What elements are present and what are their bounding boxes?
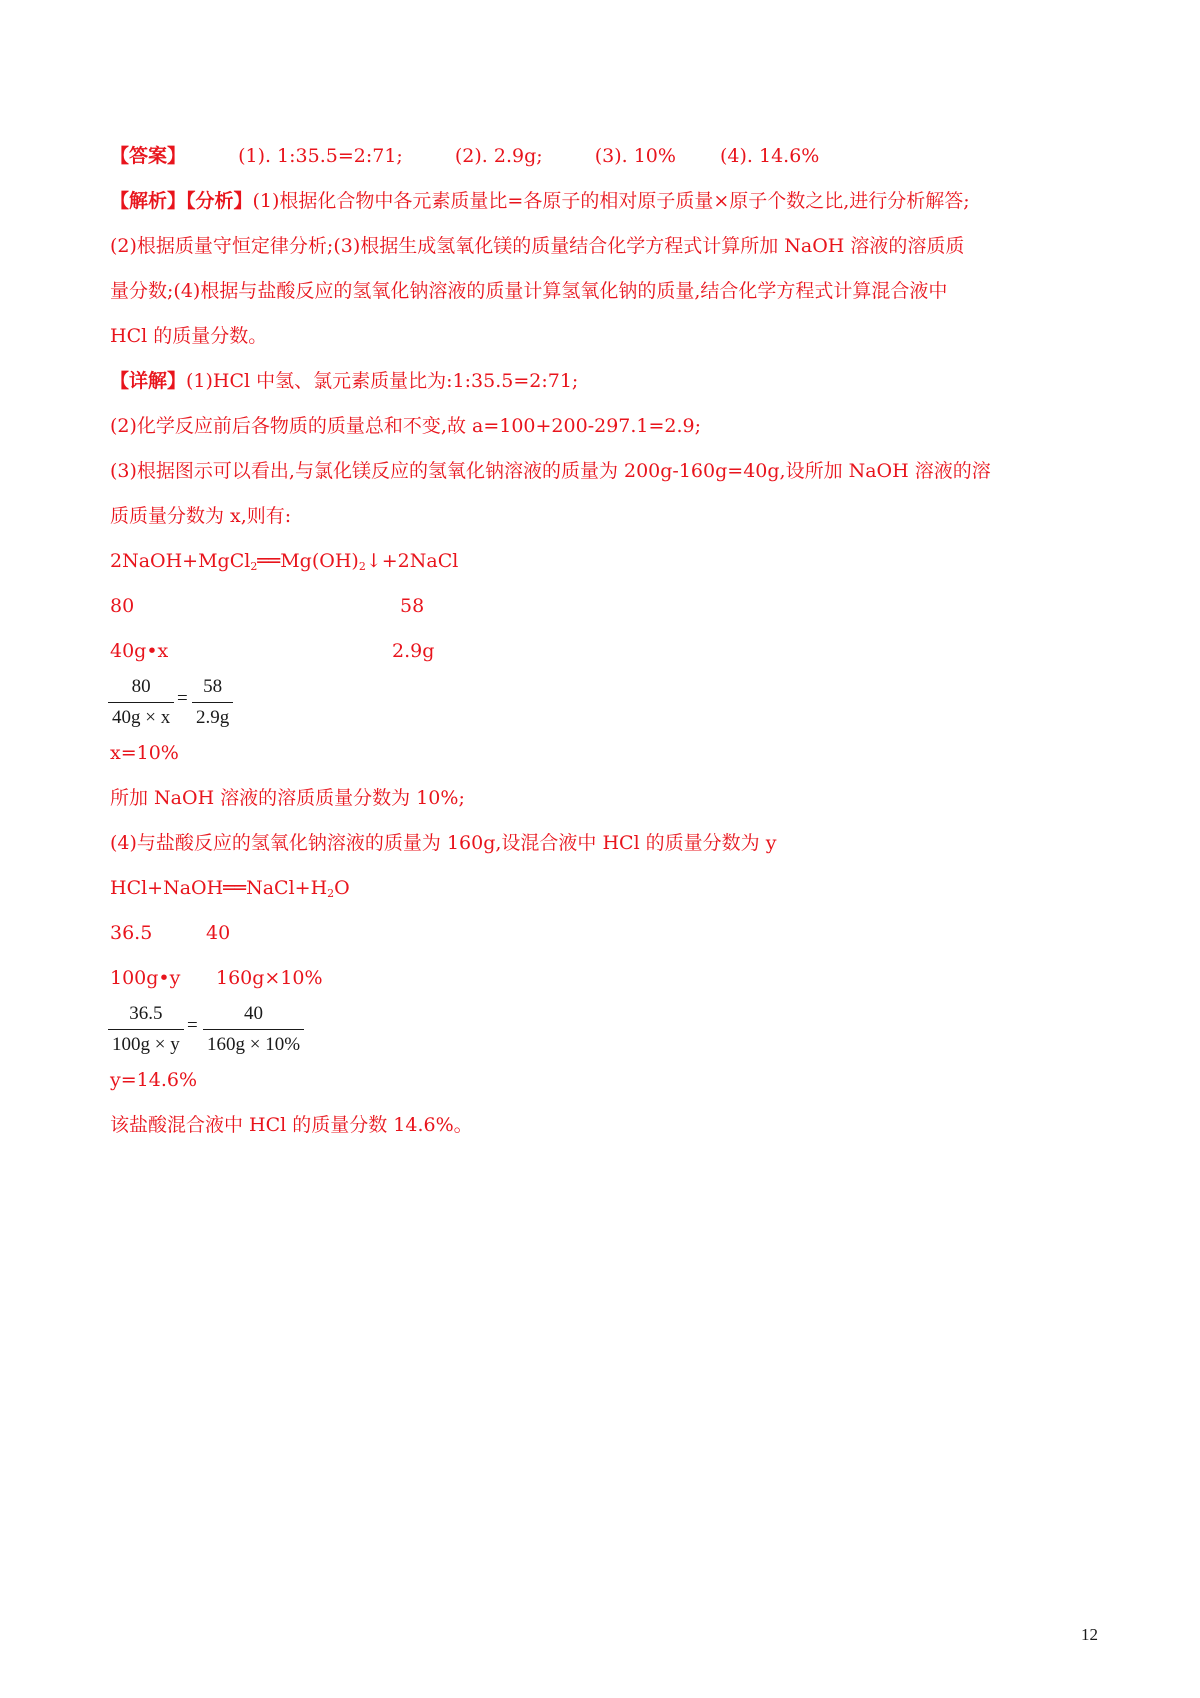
fraction-2-right: [203, 1003, 304, 1056]
eq1-value-2: 2.9g: [392, 640, 435, 662]
fraction-2-left: [108, 1003, 184, 1056]
analysis-tag: 【解析】【分析】: [110, 190, 253, 212]
detail-text-1: (1)HCl 中氢、氯元素质量比为:1:35.5=2:71;: [186, 370, 579, 392]
answer-line: [110, 143, 1100, 169]
equation-2-values: [110, 965, 1100, 991]
equation-1: [110, 548, 1100, 580]
eq1-part-c: ↓+2NaCl: [365, 550, 459, 572]
analysis-line-3: 量分数;(4)根据与盐酸反应的氢氧化钠溶液的质量计算氢氧化钠的质量,结合化学方程式计算混合液中: [110, 280, 948, 302]
eq1-mass-1: 80: [110, 595, 135, 617]
answer-3: (3). 10%: [594, 145, 676, 167]
y-conclusion: 该盐酸混合液中 HCl 的质量分数 14.6%。: [110, 1114, 473, 1136]
eq1-sub-1: 2: [250, 560, 258, 573]
fraction-2-equals: =: [187, 1015, 198, 1036]
eq2-mass-2: 40: [206, 922, 231, 944]
equation-2: [110, 875, 1100, 907]
detail-line-4: (4)与盐酸反应的氢氧化钠溶液的质量为 160g,设混合液中 HCl 的质量分数为 y: [110, 832, 777, 854]
equation-1-masses: [110, 593, 1100, 619]
fraction-2-denominator-right: 160g × 10%: [207, 1034, 301, 1055]
x-conclusion: 所加 NaOH 溶液的溶质质量分数为 10%;: [110, 787, 465, 809]
fraction-2-numerator-right: 40: [203, 1003, 304, 1030]
analysis-line-4: HCl 的质量分数。: [110, 325, 268, 347]
fraction-1-equals: =: [177, 688, 188, 709]
fraction-1-denominator-left: 40g × x: [112, 707, 171, 728]
detail-tag: 【详解】: [110, 370, 187, 392]
fraction-1-left: [108, 676, 174, 729]
detail-line-3a: (3)根据图示可以看出,与氯化镁反应的氢氧化钠溶液的质量为 200g-160g=40g,设所加 NaOH 溶液的溶: [110, 460, 991, 482]
fraction-2-denominator-left: 100g × y: [112, 1034, 180, 1055]
fraction-2-numerator-left: 36.5: [108, 1003, 184, 1030]
analysis-text-1: (1)根据化合物中各元素质量比=各原子的相对原子质量×原子个数之比,进行分析解答;: [252, 190, 970, 212]
eq1-mass-2: 58: [400, 595, 425, 617]
answer-2: (2). 2.9g;: [454, 145, 543, 167]
equation-2-masses: [110, 920, 1100, 946]
equation-1-values: [110, 638, 1100, 664]
x-result: x=10%: [110, 742, 179, 764]
eq2-value-1: 100g•y: [110, 967, 181, 989]
eq2-part-a: HCl+NaOH══NaCl+H: [110, 877, 328, 899]
answer-1: (1). 1:35.5=2:71;: [238, 145, 403, 167]
fraction-1-numerator-right: 58: [192, 676, 233, 703]
y-result: y=14.6%: [110, 1069, 198, 1091]
eq2-mass-1: 36.5: [110, 922, 153, 944]
detail-line-1: [110, 368, 1100, 394]
answer-tag: 【答案】: [110, 145, 187, 167]
eq2-sub: 2: [327, 887, 335, 900]
eq1-part-a: 2NaOH+MgCl: [110, 550, 251, 572]
eq1-sub-2: 2: [358, 560, 366, 573]
page-number: 12: [1081, 1625, 1098, 1644]
detail-line-3b: 质质量分数为 x,则有:: [110, 505, 292, 527]
eq1-part-b: ══Mg(OH): [257, 550, 359, 572]
fraction-1-denominator-right: 2.9g: [196, 707, 230, 728]
eq2-part-b: O: [334, 877, 350, 899]
detail-line-2: (2)化学反应前后各物质的质量总和不变,故 a=100+200-297.1=2.9;: [110, 415, 702, 437]
eq1-value-1: 40g•x: [110, 640, 169, 662]
answer-4: (4). 14.6%: [720, 145, 820, 167]
analysis-line-2: (2)根据质量守恒定律分析;(3)根据生成氢氧化镁的质量结合化学方程式计算所加 NaOH 溶液的溶质质: [110, 235, 965, 257]
analysis-line-1: [110, 188, 1100, 214]
fraction-1-right: [192, 676, 233, 729]
eq2-value-2: 160g×10%: [216, 967, 323, 989]
fraction-1-numerator-left: 80: [108, 676, 174, 703]
